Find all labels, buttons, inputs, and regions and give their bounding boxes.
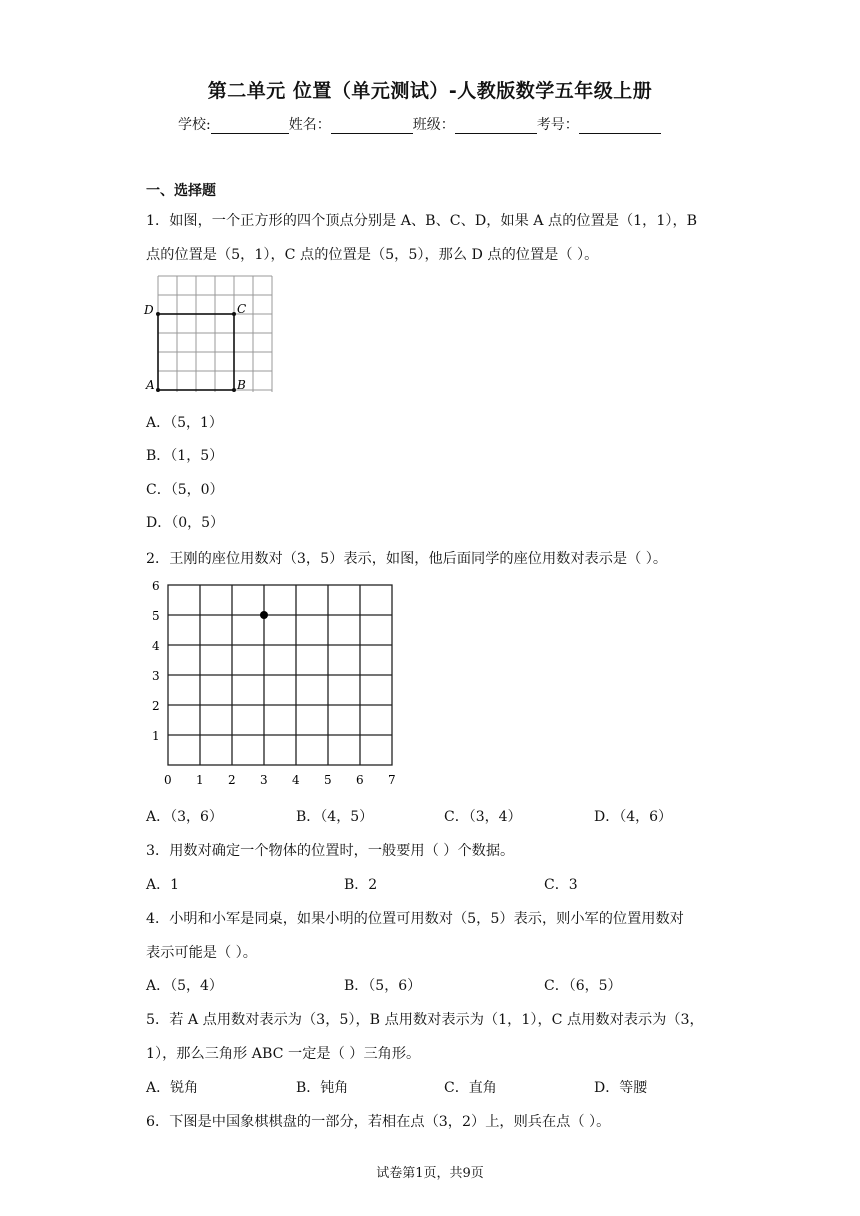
x-tick-7: 7 bbox=[388, 773, 396, 787]
y-tick-3: 3 bbox=[152, 669, 160, 683]
y-tick-6: 6 bbox=[152, 579, 160, 593]
q2-option-b[interactable]: B．（4，5） bbox=[296, 809, 374, 825]
q3-option-b[interactable]: B．2 bbox=[344, 877, 378, 893]
id-blank[interactable] bbox=[579, 119, 661, 134]
y-tick-1: 1 bbox=[152, 729, 160, 743]
x-tick-1: 1 bbox=[196, 773, 204, 787]
q2-option-d[interactable]: D．（4，6） bbox=[594, 809, 673, 825]
x-tick-3: 3 bbox=[260, 773, 268, 787]
page-title: 第二单元 位置（单元测试）-人教版数学五年级上册 bbox=[207, 80, 653, 102]
y-tick-4: 4 bbox=[152, 639, 160, 653]
q3-option-a[interactable]: A．1 bbox=[146, 877, 180, 893]
page-footer: 试卷第1页，共9页 bbox=[376, 1166, 484, 1181]
id-label: 考号： bbox=[536, 117, 579, 133]
class-label: 班级： bbox=[412, 117, 455, 133]
q1-option-c[interactable]: C．（5，0） bbox=[146, 482, 224, 498]
label-b: B bbox=[237, 378, 246, 392]
label-a: A bbox=[146, 378, 155, 392]
q2-line-1: 2．王刚的座位用数对（3，5）表示，如图，他后面同学的座位用数对表示是（ ）。 bbox=[146, 551, 668, 567]
q2-option-a[interactable]: A．（3，6） bbox=[146, 809, 223, 825]
name-label: 姓名： bbox=[288, 117, 331, 133]
student-info-line bbox=[178, 114, 661, 134]
x-tick-6: 6 bbox=[356, 773, 364, 787]
q4-line-1: 4．小明和小军是同桌，如果小明的位置可用数对（5，5）表示，则小军的位置用数对 bbox=[146, 911, 684, 927]
section-title: 一、选择题 bbox=[146, 183, 216, 199]
q1-square-figure bbox=[142, 272, 276, 396]
q5-line-2: 1），那么三角形 ABC 一定是（ ）三角形。 bbox=[146, 1046, 421, 1062]
q5-option-d[interactable]: D．等腰 bbox=[594, 1080, 648, 1096]
label-d: D bbox=[144, 303, 154, 317]
y-tick-2: 2 bbox=[152, 699, 160, 713]
y-tick-5: 5 bbox=[152, 609, 160, 623]
q1-option-d[interactable]: D．（0，5） bbox=[146, 515, 225, 531]
class-blank[interactable] bbox=[455, 119, 537, 134]
q6-line-1: 6．下图是中国象棋棋盘的一部分，若相在点（3，2）上，则兵在点（ ）。 bbox=[146, 1114, 611, 1130]
q4-line-2: 表示可能是（ ）。 bbox=[146, 945, 257, 961]
school-blank[interactable] bbox=[211, 119, 289, 134]
label-c: C bbox=[237, 302, 247, 316]
q1-option-a[interactable]: A．（5，1） bbox=[146, 415, 223, 431]
q3-option-c[interactable]: C．3 bbox=[544, 877, 578, 893]
q4-option-b[interactable]: B．（5，6） bbox=[344, 978, 422, 994]
school-label: 学校: bbox=[178, 117, 211, 133]
q4-option-a[interactable]: A．（5，4） bbox=[146, 978, 223, 994]
q4-option-c[interactable]: C．（6，5） bbox=[544, 978, 622, 994]
x-tick-5: 5 bbox=[324, 773, 332, 787]
q1-option-b[interactable]: B．（1，5） bbox=[146, 448, 224, 464]
q5-option-a[interactable]: A．锐角 bbox=[146, 1080, 199, 1096]
q2-option-c[interactable]: C．（3，4） bbox=[444, 809, 522, 825]
name-blank[interactable] bbox=[331, 119, 413, 134]
q1-line-1: 1．如图，一个正方形的四个顶点分别是 A、B、C、D，如果 A 点的位置是（1，1），B bbox=[146, 213, 698, 229]
q2-seat-grid-figure bbox=[144, 576, 402, 790]
x-tick-2: 2 bbox=[228, 773, 236, 787]
q3-line-1: 3．用数对确定一个物体的位置时，一般要用（ ）个数据。 bbox=[146, 843, 515, 859]
x-tick-0: 0 bbox=[164, 773, 172, 787]
q1-line-2: 点的位置是（5，1），C 点的位置是（5，5），那么 D 点的位置是（ ）。 bbox=[146, 247, 599, 263]
q5-option-b[interactable]: B．钝角 bbox=[296, 1080, 349, 1096]
q5-line-1: 5．若 A 点用数对表示为（3，5），B 点用数对表示为（1，1），C 点用数对表示为（3， bbox=[146, 1012, 704, 1028]
x-tick-4: 4 bbox=[292, 773, 300, 787]
q5-option-c[interactable]: C．直角 bbox=[444, 1080, 497, 1096]
wang-gang-seat-point bbox=[260, 611, 268, 619]
